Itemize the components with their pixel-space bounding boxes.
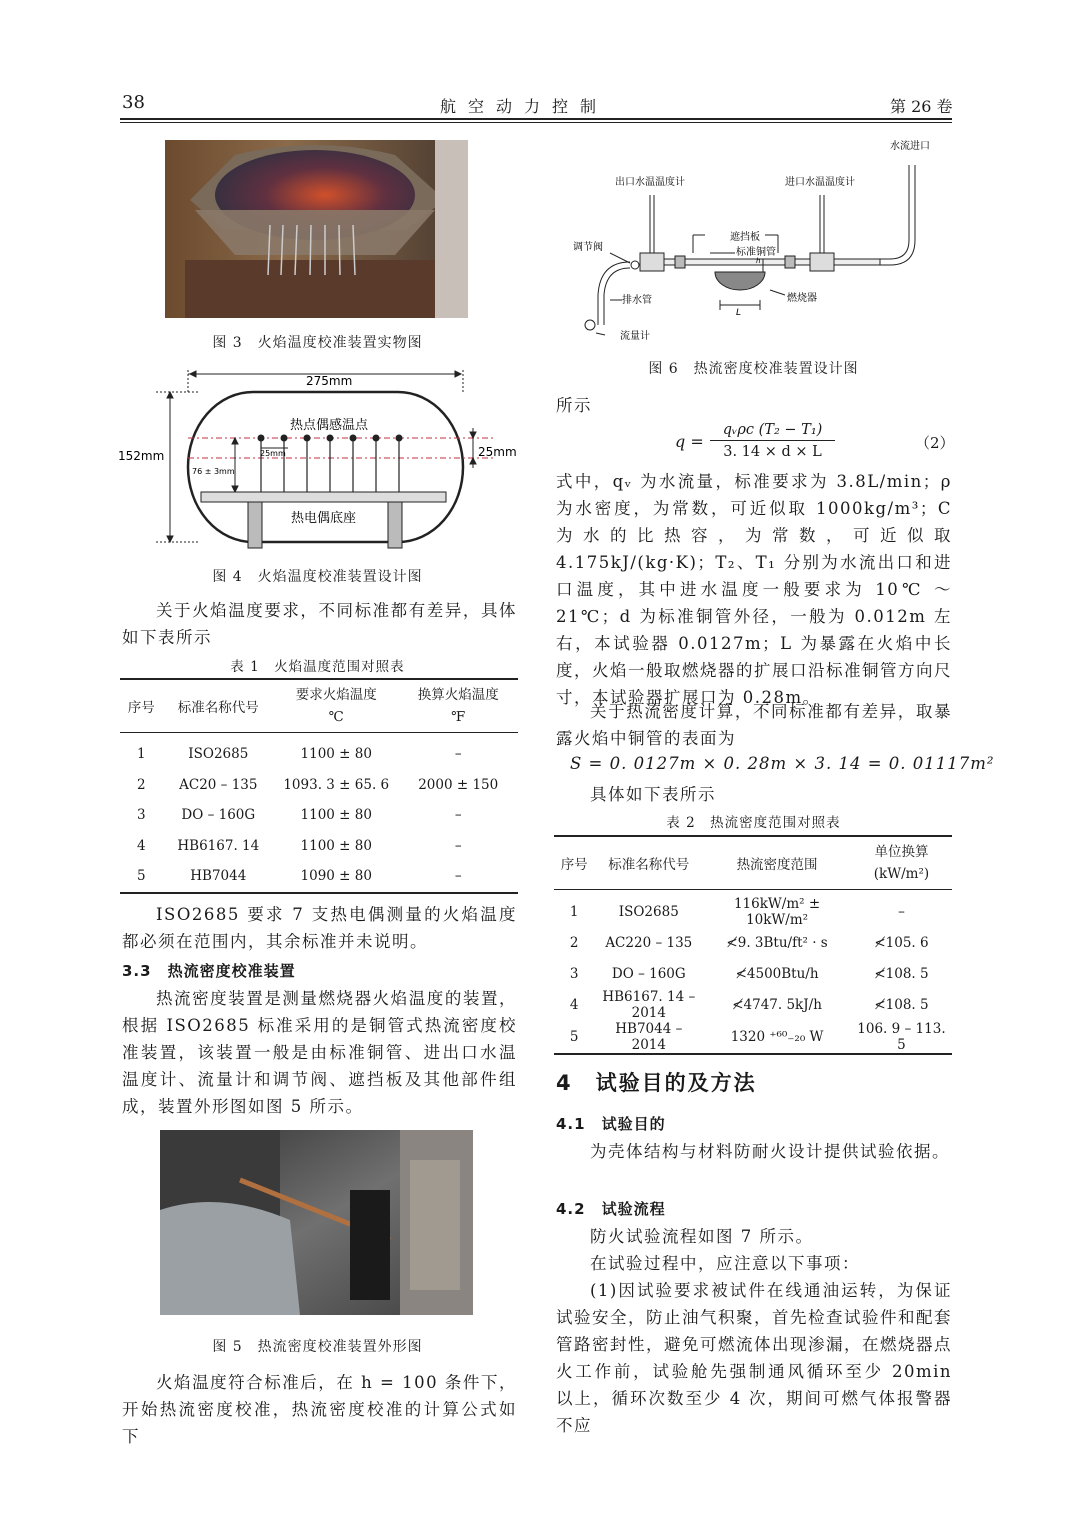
- table-cell: ≮108. 5: [874, 997, 929, 1013]
- table2-caption: 表 2 热流密度范围对照表: [666, 815, 841, 831]
- thermocouple-point: [327, 435, 334, 442]
- table1-unit: ℉: [451, 709, 466, 725]
- table-cell: –: [454, 807, 462, 824]
- para-notes-intro: 在试验过程中，应注意以下事项：: [590, 1254, 860, 1273]
- thermocouple-point: [373, 435, 380, 442]
- section-3-3-heading: 3.3 热流密度校准装置: [122, 962, 296, 980]
- para-table-intro: 具体如下表所示: [590, 785, 716, 804]
- table-cell: 1: [569, 904, 579, 920]
- fig6-water-in-label: 水流进口: [890, 141, 930, 152]
- header-rule-thin: [120, 122, 952, 123]
- fig4-base-label: 热电偶底座: [291, 511, 357, 526]
- table-cell: 1: [137, 746, 146, 763]
- table-cell: DO – 160G: [181, 807, 256, 824]
- para-heatflux-start: 火焰温度符合标准后，在 h = 100 条件下，开始热流密度校准，热流密度校准的计算公式如下: [122, 1373, 517, 1446]
- para-test-purpose: 为壳体结构与材料防耐火设计提供试验依据。: [590, 1142, 950, 1161]
- para-flame-temp-intro: 关于火焰温度要求，不同标准都有差异，具体如下表所示: [122, 601, 517, 647]
- para-symbols: 式中，qᵥ 为水流量，标准要求为 3.8L/min；ρ 为水密度，为常数，可近似取 1000kg/m³；C 为水的比热容，为常数，可近似取 4.175kJ/(kg·K)；T₂、T₁ 分别为水流出口和进口温度，其中进水温度一般要求为 10℃ ～ 21℃；d 为标准铜管外径，一般为 0.012m 左右，本试验器 0.0127m；L 为暴露在火焰中长度，火焰一般取燃烧器的扩展口沿标准铜管方向尺寸，本试验器扩展口为 0.28m。: [556, 472, 952, 707]
- thermocouple-point: [396, 435, 403, 442]
- section-4-2-heading: 4.2 试验流程: [556, 1200, 666, 1218]
- table-cell: 2: [569, 935, 579, 952]
- fig6-shield-label: 遮挡板: [730, 232, 760, 243]
- table-cell: ISO2685: [188, 746, 249, 763]
- table-cell: 5: [137, 868, 146, 885]
- fig4-diagram: [118, 362, 518, 562]
- table2: [554, 835, 952, 1055]
- table-cell: 106. 9 – 113. 5: [857, 1021, 946, 1053]
- table-cell: 2: [137, 776, 146, 793]
- table1-header: 换算火焰温度: [417, 687, 499, 703]
- table-cell: 1100 ± 80: [300, 837, 372, 854]
- table-cell: AC20 – 135: [179, 776, 258, 793]
- table-cell: 1090 ± 80: [300, 868, 372, 885]
- table-cell: AC220 – 135: [605, 935, 693, 952]
- page-number: 38: [122, 92, 145, 113]
- eq-surface: S = 0. 0127m × 0. 28m × 3. 14 = 0. 01117m²: [570, 754, 995, 773]
- table-cell: –: [454, 746, 462, 763]
- fig6-flow-label: 流量计: [620, 331, 650, 342]
- para-suoshi: 所示: [556, 396, 592, 415]
- table1-caption: 表 1 火焰温度范围对照表: [230, 659, 405, 675]
- journal-title: 航空动力控制: [440, 97, 609, 116]
- table-row: [120, 831, 518, 862]
- fig4-dim-76: 76 ± 3mm: [192, 467, 235, 476]
- fig4-height-label: 152mm: [118, 449, 165, 463]
- table1-header: 要求火焰温度: [295, 687, 377, 703]
- table-cell: 4: [137, 837, 146, 854]
- table1-unit: ℃: [328, 709, 344, 725]
- table-cell: 2000 ± 150: [418, 776, 499, 793]
- fig6-L-label: L: [736, 308, 742, 318]
- table-cell: ≮4500Btu/h: [735, 965, 819, 982]
- table-row: [554, 890, 952, 929]
- fig6-burner-label: 燃烧器: [787, 293, 817, 304]
- eq2-lhs: q =: [675, 432, 704, 451]
- para-heatflux-calc: 关于热流密度计算，不同标准都有差异，取暴露火焰中铜管的表面为: [556, 702, 952, 748]
- table-cell: 4: [569, 997, 579, 1013]
- fig4-hot-label: 热点偶感温点: [290, 418, 369, 433]
- table-cell: HB7044: [190, 868, 247, 885]
- table-row: [554, 959, 952, 990]
- table-cell: ISO2685: [618, 904, 679, 920]
- thermocouple-point: [258, 435, 265, 442]
- table-row: [120, 800, 518, 831]
- eq2-numerator: qᵥρc (T₂ − T₁): [710, 422, 835, 441]
- table-cell: HB6167. 14 – 2014: [602, 989, 696, 1021]
- table2-header: 序号: [560, 857, 588, 873]
- table1: [120, 678, 518, 894]
- table-cell: –: [454, 837, 462, 854]
- table-cell: DO – 160G: [611, 965, 686, 982]
- section-4-1-heading: 4.1 试验目的: [556, 1115, 666, 1133]
- table-cell: HB6167. 14: [177, 837, 260, 854]
- section-4-heading: 4 试验目的及方法: [556, 1071, 757, 1095]
- fig6-valve-label: 调节阀: [573, 242, 603, 253]
- para-flow-fig7: 防火试验流程如图 7 所示。: [590, 1227, 814, 1246]
- eq2-denominator: 3. 14 × d × L: [723, 444, 822, 460]
- table-cell: ≮108. 5: [874, 965, 929, 982]
- fig5-photo: [160, 1130, 473, 1315]
- fig6-in-therm-label: 进口水温温度计: [785, 177, 855, 188]
- para-note-1: (1)因试验要求被试件在线通油运转，为保证试验安全，防止油气积聚，首先检查试验件和配套管路密封性，避免可燃流体出现渗漏，在燃烧器点火工作前，试验舱先强制通风循环至少 20min 以上，循环次数至少 4 次，期间可燃气体报警器不应: [556, 1281, 952, 1435]
- table-cell: ≮105. 6: [874, 935, 929, 952]
- fig3-photo: [165, 140, 468, 318]
- table1-header: 标准名称代号: [177, 700, 259, 716]
- table2-header: 热流密度范围: [736, 857, 818, 873]
- table-cell: 1100 ± 80: [300, 807, 372, 824]
- table-cell: HB7044 – 2014: [615, 1021, 683, 1053]
- para-heatflux-device: 热流密度装置是测量燃烧器火焰温度的装置，根据 ISO2685 标准采用的是铜管式热流密度校准装置，该装置一般是由标准铜管、进出口水温温度计、流量计和调节阀、遮挡板及其他部件组成，装置外形图如图 5 所示。: [122, 989, 517, 1116]
- fig4-dim-25-outer: 25mm: [478, 445, 517, 459]
- table-cell: ≮9. 3Btu/ft² · s: [726, 935, 828, 952]
- table-row: [120, 861, 518, 893]
- fig4-width-label: 275mm: [306, 374, 353, 388]
- table-cell: 116kW/m² ± 10kW/m²: [733, 896, 821, 928]
- table-row: [554, 1021, 952, 1054]
- table-row: [120, 770, 518, 801]
- fig6-caption: 图 6 热流密度校准装置设计图: [648, 361, 859, 377]
- table-row: [554, 928, 952, 959]
- table-cell: ≮4747. 5kJ/h: [732, 997, 822, 1013]
- para-iso2685-note: ISO2685 要求 7 支热电偶测量的火焰温度都必须在范围内，其余标准并未说明。: [122, 905, 517, 951]
- fig5-caption: 图 5 热流密度校准装置外形图: [212, 1339, 423, 1355]
- table-cell: –: [454, 868, 462, 885]
- fig6-drain-label: 排水管: [622, 295, 652, 306]
- table-cell: 3: [137, 807, 146, 824]
- table-cell: 1093. 3 ± 65. 6: [283, 776, 390, 793]
- fig4-caption: 图 4 火焰温度校准装置设计图: [212, 569, 423, 585]
- table-cell: 3: [569, 965, 579, 982]
- fig6-tube-label: 标准铜管: [736, 247, 776, 258]
- header-rule: [120, 118, 952, 120]
- thermocouple-point: [304, 435, 311, 442]
- table1-header: 序号: [127, 700, 155, 716]
- table-cell: 1100 ± 80: [300, 746, 372, 763]
- thermocouple-point: [350, 435, 357, 442]
- table-cell: 1320 ⁺⁶⁰₋₂₀ W: [730, 1029, 824, 1045]
- fig3-caption: 图 3 火焰温度校准装置实物图: [212, 335, 423, 351]
- table-cell: –: [898, 904, 905, 920]
- fig6-diagram: [560, 135, 950, 350]
- table-cell: 5: [569, 1029, 579, 1045]
- table2-header: 标准名称代号: [608, 857, 690, 873]
- eq2-tag: （2）: [915, 434, 955, 452]
- fig6-h-label: h: [756, 257, 761, 265]
- thermocouple-point: [281, 435, 288, 442]
- table2-header: 单位换算: [874, 844, 929, 860]
- fig6-out-therm-label: 出口水温温度计: [615, 177, 685, 188]
- table-row: [554, 989, 952, 1021]
- fig4-dim-25-inner: 25mm: [260, 449, 286, 458]
- volume-label: 第 26 卷: [890, 97, 953, 116]
- table-row: [120, 733, 518, 770]
- table2-unit: (kW/m²): [873, 866, 930, 882]
